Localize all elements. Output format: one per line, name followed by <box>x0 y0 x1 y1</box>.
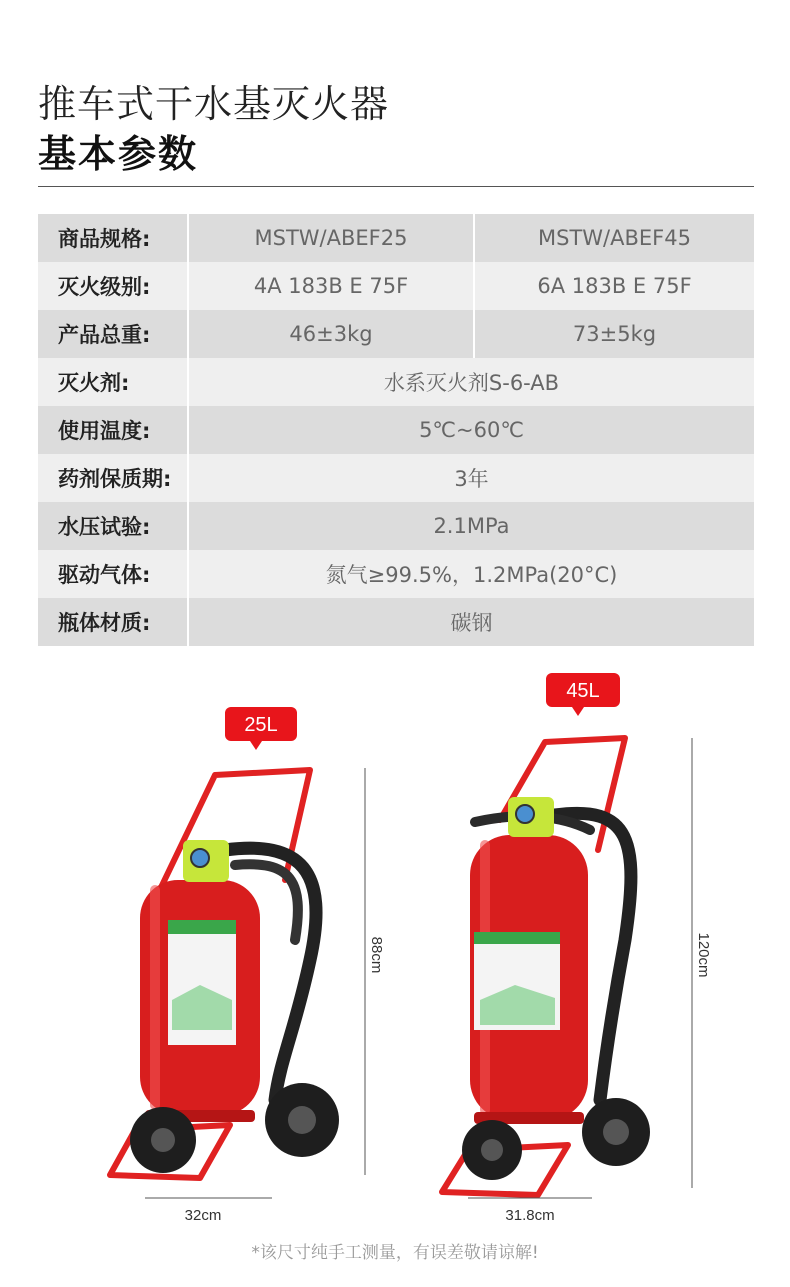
row-value: 氮气≥99.5%，1.2MPa(20°C) <box>188 550 754 598</box>
table-row <box>38 262 754 310</box>
table-row <box>38 214 754 262</box>
table-row <box>38 358 754 406</box>
row-value-45l: MSTW/ABEF45 <box>474 214 754 262</box>
tag-label: 25L <box>244 714 278 736</box>
capacity-tag-45l <box>546 673 620 716</box>
table-row <box>38 454 754 502</box>
row-value-25l: MSTW/ABEF25 <box>188 214 474 262</box>
spec-table <box>38 214 754 646</box>
table-row <box>38 502 754 550</box>
row-value: 2.1MPa <box>188 502 754 550</box>
page-title: 推车式干水基灭火器 <box>38 82 390 126</box>
extinguisher-45l <box>442 673 712 1220</box>
row-value-25l: 4A 183B E 75F <box>188 262 474 310</box>
product-illustration <box>0 660 790 1220</box>
row-label: 使用温度: <box>38 406 188 454</box>
table-row <box>38 406 754 454</box>
section-title: 基本参数 <box>38 132 199 176</box>
height-label-45l: 120cm <box>695 932 712 978</box>
row-label: 灭火剂: <box>38 358 188 406</box>
row-value: 碳钢 <box>188 598 754 646</box>
row-value: 3年 <box>188 454 754 502</box>
row-value: 水系灭火剂S-6-AB <box>188 358 754 406</box>
row-label: 商品规格: <box>38 214 188 262</box>
extinguisher-25l <box>110 707 385 1220</box>
row-value-45l: 73±5kg <box>474 310 754 358</box>
measurement-disclaimer: *该尺寸纯手工测量，有误差敬请谅解! <box>251 1243 539 1263</box>
row-label: 药剂保质期: <box>38 454 188 502</box>
row-label: 产品总重: <box>38 310 188 358</box>
table-row <box>38 550 754 598</box>
capacity-tag-25l <box>225 707 297 750</box>
row-value: 5℃~60℃ <box>188 406 754 454</box>
row-label: 水压试验: <box>38 502 188 550</box>
row-label: 瓶体材质: <box>38 598 188 646</box>
row-value-25l: 46±3kg <box>188 310 474 358</box>
row-value-45l: 6A 183B E 75F <box>474 262 754 310</box>
row-label: 驱动气体: <box>38 550 188 598</box>
height-label-25l: 88cm <box>368 936 385 974</box>
row-label: 灭火级别: <box>38 262 188 310</box>
tag-label: 45L <box>566 680 600 702</box>
table-row <box>38 598 754 646</box>
title-divider <box>38 186 754 187</box>
table-row <box>38 310 754 358</box>
width-label-45l: 31.8cm <box>505 1207 555 1220</box>
width-label-25l: 32cm <box>184 1207 222 1220</box>
